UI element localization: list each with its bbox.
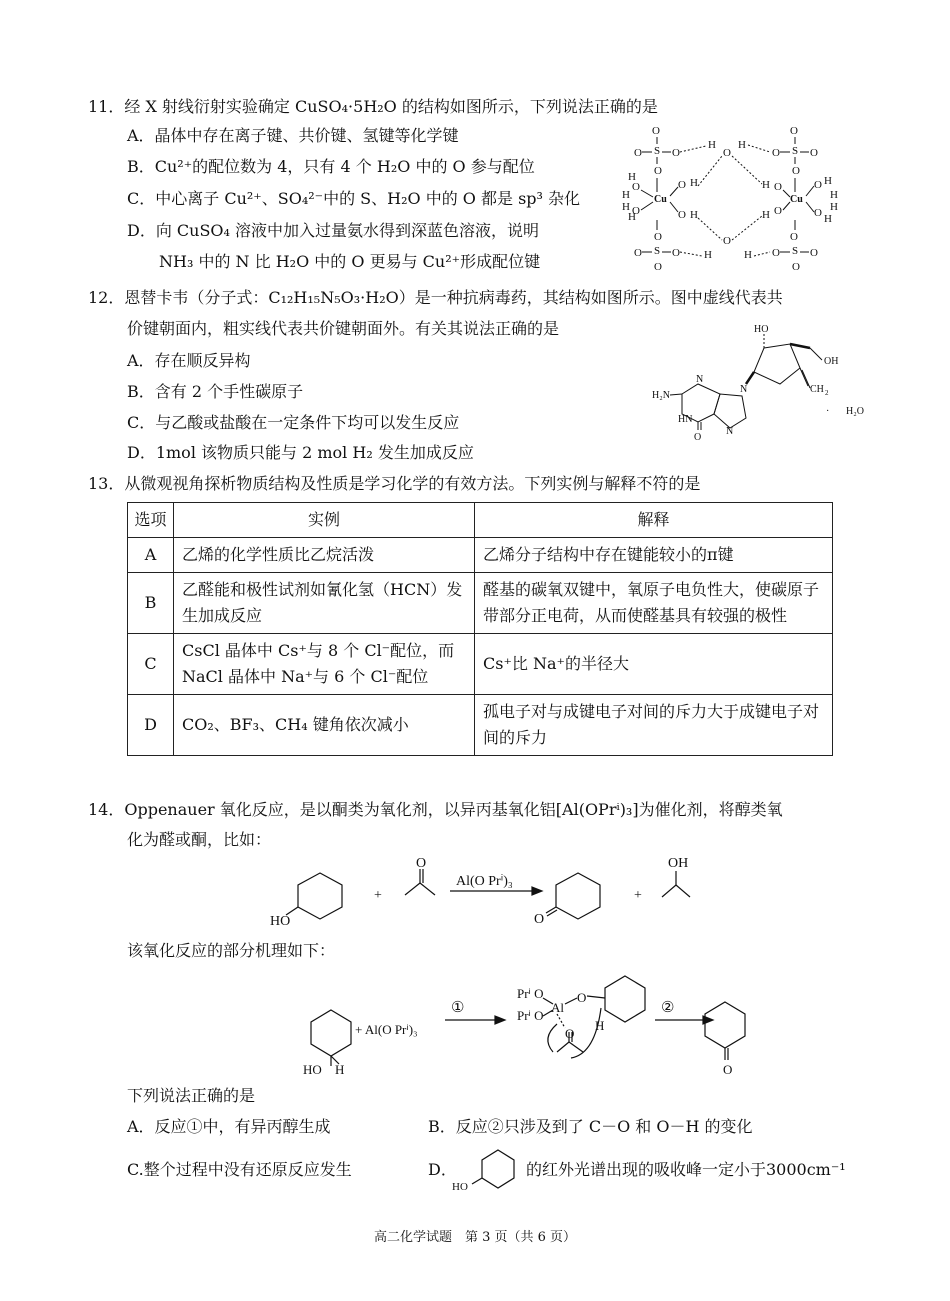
q11-option-b: B．Cu²⁺的配位数为 4，只有 4 个 H₂O 中的 O 参与配位 (127, 157, 535, 176)
q12-option-a: A．存在顺反异构 (127, 351, 251, 370)
q12-option-c: C．与乙酸或盐酸在一定条件下均可以发生反应 (127, 413, 460, 432)
svg-text:O: O (790, 231, 798, 243)
row-option: A (128, 538, 174, 573)
step-1-label: ① (451, 1000, 465, 1016)
svg-text:O: O (672, 247, 680, 259)
svg-text:O: O (678, 179, 686, 191)
q11-stem: 11．经 X 射线衍射实验确定 CuSO₄·5H₂O 的结构如图所示，下列说法正确的是 (88, 97, 658, 116)
svg-text:H: H (744, 249, 752, 261)
q14-question: 下列说法正确的是 (127, 1086, 256, 1105)
svg-text:O: O (810, 147, 818, 159)
svg-text:H: H (690, 177, 698, 189)
q14-option-c: C.整个过程中没有还原反应发生 (127, 1160, 352, 1179)
svg-text:H: H (628, 211, 636, 223)
svg-text:+: + (374, 888, 382, 903)
svg-text:H: H (690, 209, 698, 221)
svg-text:HO: HO (754, 324, 769, 335)
table-row (128, 573, 833, 634)
header-option: 选项 (128, 503, 174, 538)
svg-text:H: H (824, 175, 832, 187)
row-explain: 乙烯分子结构中存在键能较小的π键 (475, 538, 833, 573)
svg-text:O: O (723, 1062, 733, 1077)
svg-text:O: O (654, 165, 662, 177)
svg-text:O: O (774, 205, 782, 217)
table-row (128, 695, 833, 756)
svg-text:·: · (826, 406, 830, 417)
row-option: C (128, 634, 174, 695)
svg-text:O: O (790, 125, 798, 137)
svg-text:Cu: Cu (654, 194, 667, 205)
svg-text:O: O (577, 990, 587, 1005)
svg-text:Prⁱ O: Prⁱ O (517, 1008, 544, 1023)
svg-text:S: S (792, 245, 799, 257)
svg-text:Al: Al (551, 1000, 564, 1015)
svg-text:O: O (772, 147, 780, 159)
svg-text:H₂N: H₂N (652, 390, 670, 401)
svg-text:Prⁱ O: Prⁱ O (517, 986, 544, 1001)
q14-stem-line2: 化为醛或酮，比如： (127, 830, 272, 849)
q13-table (127, 502, 833, 756)
q14-mechanism-intro: 该氧化反应的部分机理如下： (127, 941, 336, 960)
row-example: CsCl 晶体中 Cs⁺与 8 个 Cl⁻配位，而 NaCl 晶体中 Na⁺与 6 个 Cl⁻配位 (174, 634, 475, 695)
q11-option-d-line1: D．向 CuSO₄ 溶液中加入过量氨水得到深蓝色溶液，说明 (127, 221, 540, 240)
row-option: D (128, 695, 174, 756)
header-explain: 解释 (475, 503, 833, 538)
svg-text:O: O (654, 261, 662, 272)
q11-option-a: A．晶体中存在离子键、共价键、氢键等化学键 (127, 126, 459, 145)
svg-text:HO: HO (270, 914, 291, 929)
svg-text:H: H (830, 201, 838, 213)
row-explain: Cs⁺比 Na⁺的半径大 (475, 634, 833, 695)
svg-text:H: H (830, 189, 838, 201)
svg-text:H: H (824, 213, 832, 225)
svg-text:HO: HO (452, 1181, 468, 1193)
row-example: CO₂、BF₃、CH₄ 键角依次减小 (174, 695, 475, 756)
svg-text:H: H (595, 1018, 605, 1033)
svg-text:H: H (628, 171, 636, 183)
svg-text:H: H (622, 189, 630, 201)
q14-option-b: B．反应②只涉及到了 C－O 和 O－H 的变化 (428, 1117, 753, 1136)
svg-text:O: O (632, 205, 640, 217)
q11-option-d-line2: NH₃ 中的 N 比 H₂O 中的 O 更易与 Cu²⁺形成配位键 (159, 252, 541, 271)
svg-text:+: + (634, 888, 642, 903)
svg-text:O: O (632, 181, 640, 193)
oppenauer-mechanism-scheme (295, 968, 755, 1083)
svg-text:O: O (416, 856, 427, 871)
svg-text:2: 2 (825, 389, 829, 397)
svg-text:OH: OH (668, 856, 689, 871)
row-example: 乙醛能和极性试剂如氰化氢（HCN）发生加成反应 (174, 573, 475, 634)
step-2-label: ② (661, 1000, 675, 1016)
q14-option-a: A．反应①中，有异丙醇生成 (127, 1117, 331, 1136)
svg-text:S: S (654, 245, 661, 257)
svg-text:O: O (723, 147, 731, 159)
reaction-catalyst: Al(O Prⁱ)₃ (456, 874, 513, 889)
header-example: 实例 (174, 503, 475, 538)
svg-text:O: O (772, 247, 780, 259)
svg-text:Cu: Cu (790, 194, 803, 205)
svg-text:O: O (534, 912, 545, 927)
page-footer: 高二化学试题 第 3 页（共 6 页） (373, 1230, 577, 1245)
q12-option-d: D．1mol 该物质只能与 2 mol H₂ 发生加成反应 (127, 443, 474, 462)
svg-text:O: O (654, 231, 662, 243)
table-row (128, 634, 833, 695)
svg-text:HN: HN (678, 414, 693, 425)
row-example: 乙烯的化学性质比乙烷活泼 (174, 538, 475, 573)
svg-text:O: O (723, 235, 731, 247)
svg-text:H₂O: H₂O (846, 406, 864, 417)
svg-text:O: O (810, 247, 818, 259)
svg-text:S: S (654, 145, 661, 157)
q11-option-c: C．中心离子 Cu²⁺、SO₄²⁻中的 S、H₂O 中的 O 都是 sp³ 杂化 (127, 189, 581, 208)
svg-text:H: H (762, 209, 770, 221)
svg-text:O: O (634, 147, 642, 159)
svg-text:H: H (622, 201, 630, 213)
row-explain: 孤电子对与成键电子对间的斥力大于成键电子对间的斥力 (475, 695, 833, 756)
svg-text:N: N (740, 384, 748, 395)
svg-text:OH: OH (824, 356, 839, 367)
svg-text:S: S (792, 145, 799, 157)
q14-stem-line1: 14．Oppenauer 氧化反应，是以酮类为氧化剂，以异丙基氧化铝[Al(OPrⁱ)₃]为催化剂，将醇类氧 (88, 800, 783, 819)
svg-text:O: O (678, 209, 686, 221)
row-option: B (128, 573, 174, 634)
svg-text:O: O (814, 207, 822, 219)
table-header-row (128, 503, 833, 538)
svg-text:HO: HO (303, 1062, 322, 1077)
svg-text:O: O (565, 1026, 575, 1041)
svg-text:O: O (634, 247, 642, 259)
svg-text:O: O (814, 179, 822, 191)
svg-text:H: H (335, 1062, 345, 1077)
svg-text:O: O (792, 165, 800, 177)
q12-option-b: B．含有 2 个手性碳原子 (127, 382, 304, 401)
q14-option-d-suffix: 的红外光谱出现的吸收峰一定小于3000cm⁻¹ (526, 1160, 846, 1179)
mechanism-reagent: + Al(O Prⁱ)₃ (355, 1022, 418, 1037)
svg-text:O: O (792, 261, 800, 272)
cuso4-structure-figure (618, 122, 848, 272)
cyclohexanol-structure (448, 1146, 520, 1194)
svg-text:N: N (726, 426, 734, 437)
svg-text:H: H (708, 139, 716, 151)
q13-stem: 13．从微观视角探析物质结构及性质是学习化学的有效方法。下列实例与解释不符的是 (88, 474, 701, 493)
svg-text:H: H (762, 179, 770, 191)
svg-text:CH: CH (810, 384, 824, 395)
svg-text:O: O (774, 181, 782, 193)
svg-text:O: O (672, 147, 680, 159)
svg-text:H: H (704, 249, 712, 261)
svg-text:O: O (694, 432, 702, 443)
svg-text:N: N (696, 374, 704, 385)
oppenauer-reaction-scheme (270, 855, 720, 930)
q14-option-d-prefix: D． (428, 1160, 457, 1179)
row-explain: 醛基的碳氧双键中，氧原子电负性大，使碳原子带部分正电荷，从而使醛基具有较强的极性 (475, 573, 833, 634)
q12-stem-line1: 12．恩替卡韦（分子式：C₁₂H₁₅N₅O₃·H₂O）是一种抗病毒药，其结构如图所示。图中虚线代表共 (88, 288, 783, 307)
svg-text:O: O (652, 125, 660, 137)
q12-stem-line2: 价键朝面内，粗实线代表共价键朝面外。有关其说法正确的是 (127, 319, 560, 338)
table-row (128, 538, 833, 573)
entecavir-structure-figure (650, 318, 880, 458)
svg-text:H: H (738, 139, 746, 151)
